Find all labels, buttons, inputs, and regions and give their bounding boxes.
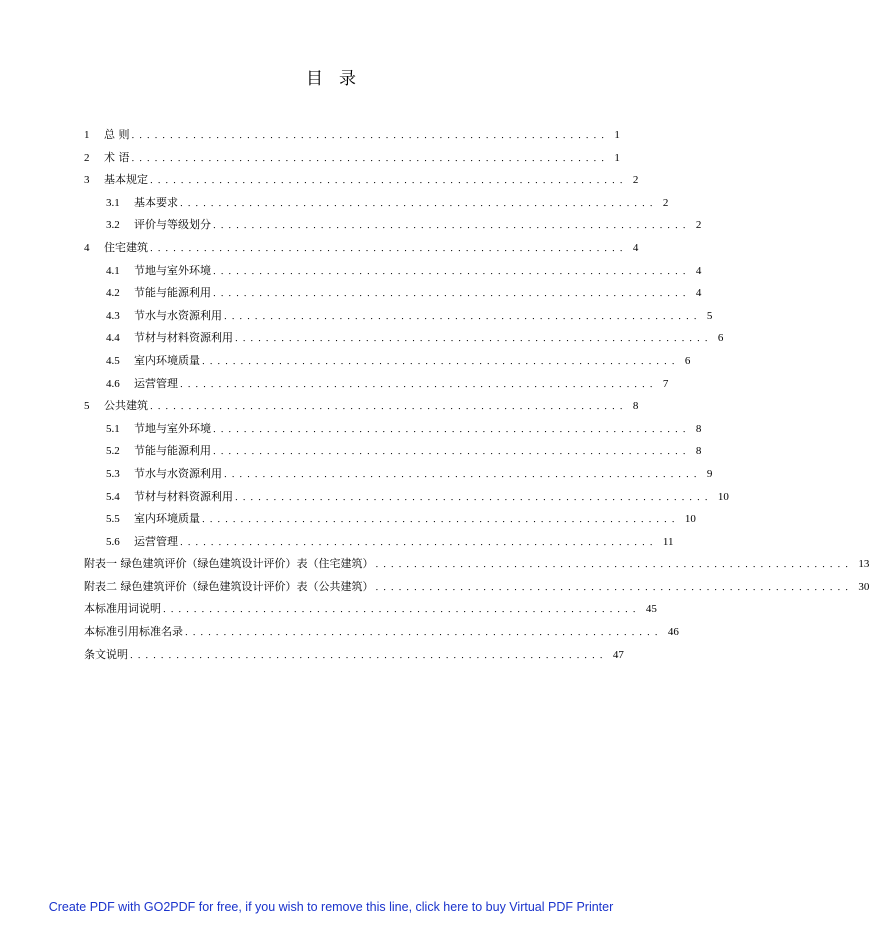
toc-entry[interactable] (84, 149, 620, 172)
toc-entry[interactable] (84, 623, 679, 646)
toc-entry[interactable] (84, 600, 657, 623)
toc-entry-page-number: 11 (662, 535, 674, 548)
toc-entry-page-number: 46 (667, 626, 679, 639)
toc-entry-number: 5.6 (106, 535, 120, 548)
toc-entry-number: 4.2 (106, 287, 120, 300)
toc-entry[interactable] (84, 284, 702, 307)
toc-entry[interactable] (84, 194, 669, 217)
toc-entry[interactable] (84, 126, 620, 149)
toc-entry-label: 节材与材料资源利用 (134, 489, 233, 503)
toc-entry[interactable] (84, 397, 639, 420)
toc-leader-dots: ．．．．．．．．．．．．．．．．．．．．．．．．．．．．．．．．．．．．．．．．．．．．．．．．．．．．．．．．．．．．．． (375, 582, 858, 593)
toc-entry-label: 室内环境质量 (134, 353, 200, 367)
toc-leader-dots: ．．．．．．．．．．．．．．．．．．．．．．．．．．．．．．．．．．．．．．．．．．．．．．．．．．．．．．．．．．．．．． (185, 628, 667, 639)
toc-entry-number: 4.6 (106, 377, 120, 390)
toc-entry-number: 3.2 (106, 219, 120, 232)
toc-leader-dots: ．．．．．．．．．．．．．．．．．．．．．．．．．．．．．．．．．．．．．．．．．．．．．．．．．．．．．．．．．．．．．． (224, 469, 706, 480)
toc-entry-page-number: 10 (717, 490, 729, 503)
toc-entry[interactable] (84, 375, 669, 398)
toc-entry-label: 节水与水资源利用 (134, 308, 222, 322)
toc-entry-label: 基本规定 (104, 173, 148, 187)
toc-entry-page-number: 10 (684, 513, 696, 526)
toc-entry-label: 附表一 绿色建筑评价（绿色建筑设计评价）表（住宅建筑） (84, 557, 374, 571)
toc-entry-page-number: 5 (706, 309, 713, 322)
toc-entry-number: 4.5 (106, 354, 120, 367)
toc-entry-label: 基本要求 (134, 195, 178, 209)
toc-entry-label: 运营管理 (134, 534, 178, 548)
toc-leader-dots: ．．．．．．．．．．．．．．．．．．．．．．．．．．．．．．．．．．．．．．．．．．．．．．．．．．．．．．．．．．．．．． (150, 243, 632, 254)
toc-entry-number: 1 (84, 129, 90, 141)
toc-entry-number: 5.3 (106, 467, 120, 480)
toc-entry[interactable] (84, 465, 713, 488)
toc-entry-page-number: 2 (632, 174, 639, 187)
title-part-1: 目 (306, 69, 323, 89)
toc-leader-dots: ．．．．．．．．．．．．．．．．．．．．．．．．．．．．．．．．．．．．．．．．．．．．．．．．．．．．．．．．．．．．．． (213, 447, 695, 458)
toc-leader-dots: ．．．．．．．．．．．．．．．．．．．．．．．．．．．．．．．．．．．．．．．．．．．．．．．．．．．．．．．．．．．．．． (235, 334, 717, 345)
toc-leader-dots: ．．．．．．．．．．．．．．．．．．．．．．．．．．．．．．．．．．．．．．．．．．．．．．．．．．．．．．．．．．．．．． (213, 424, 695, 435)
toc-entry-label: 附表二 绿色建筑评价（绿色建筑设计评价）表（公共建筑） (84, 579, 374, 593)
toc-entry-number: 2 (84, 151, 90, 164)
toc-entry-page-number: 2 (695, 219, 702, 232)
page-title (0, 64, 662, 89)
toc-entry-number: 5 (84, 400, 90, 413)
toc-entry-number: 5.2 (106, 445, 120, 458)
toc-leader-dots: ．．．．．．．．．．．．．．．．．．．．．．．．．．．．．．．．．．．．．．．．．．．．．．．．．．．．．．．．．．．．．． (180, 198, 662, 209)
toc-entry-label: 评价与等级划分 (134, 218, 211, 232)
toc-entry[interactable] (84, 329, 724, 352)
toc-entry-page-number: 13 (858, 558, 869, 571)
toc-entry-page-number: 47 (612, 648, 624, 661)
toc-leader-dots: ．．．．．．．．．．．．．．．．．．．．．．．．．．．．．．．．．．．．．．．．．．．．．．．．．．．．．．．．．．．．．． (180, 537, 662, 548)
toc-entry-label: 本标准用词说明 (84, 602, 161, 616)
toc-leader-dots: ．．．．．．．．．．．．．．．．．．．．．．．．．．．．．．．．．．．．．．．．．．．．．．．．．．．．．．．．．．．．．． (130, 650, 612, 661)
toc-entry-page-number: 4 (695, 264, 702, 277)
toc-entry-page-number: 2 (662, 196, 669, 209)
toc-entry-page-number: 4 (632, 241, 639, 254)
toc-entry[interactable] (84, 216, 702, 239)
toc-entry[interactable] (84, 352, 691, 375)
toc-entry[interactable] (84, 488, 729, 511)
toc-leader-dots: ．．．．．．．．．．．．．．．．．．．．．．．．．．．．．．．．．．．．．．．．．．．．．．．．．．．．．．．．．．．．．． (213, 221, 695, 232)
toc-entry-label: 公共建筑 (104, 399, 148, 413)
toc-leader-dots: ．．．．．．．．．．．．．．．．．．．．．．．．．．．．．．．．．．．．．．．．．．．．．．．．．．．．．．．．．．．．．． (150, 176, 632, 187)
toc-entry-page-number: 8 (632, 400, 639, 413)
toc-entry-label: 节地与室外环境 (134, 263, 211, 277)
toc-entry-number: 4.1 (106, 264, 120, 277)
toc-entry-number: 3.1 (106, 196, 120, 209)
toc-entry-label: 节能与能源利用 (134, 444, 211, 458)
toc-entry-number: 4.4 (106, 332, 120, 345)
toc-entry-number: 5.4 (106, 490, 120, 503)
toc-leader-dots: ．．．．．．．．．．．．．．．．．．．．．．．．．．．．．．．．．．．．．．．．．．．．．．．．．．．．．．．．．．．．．． (213, 266, 695, 277)
toc-entry-page-number: 9 (706, 467, 713, 480)
toc-leader-dots: ．．．．．．．．．．．．．．．．．．．．．．．．．．．．．．．．．．．．．．．．．．．．．．．．．．．．．．．．．．．．．． (375, 560, 858, 571)
toc-entry-number: 3 (84, 174, 90, 187)
toc-entry[interactable] (84, 510, 696, 533)
toc-entry[interactable] (84, 239, 639, 262)
toc-leader-dots: ．．．．．．．．．．．．．．．．．．．．．．．．．．．．．．．．．．．．．．．．．．．．．．．．．．．．．．．．．．．．．． (224, 311, 706, 322)
toc-entry-label: 术 语 (104, 150, 130, 164)
toc-entry-page-number: 1 (614, 129, 620, 141)
toc-entry-page-number: 1 (614, 151, 620, 164)
toc-entry-label: 室内环境质量 (134, 512, 200, 526)
toc-entry-page-number: 4 (695, 287, 702, 300)
toc-entry-number: 4.3 (106, 309, 120, 322)
toc-entry-page-number: 8 (695, 422, 702, 435)
toc-entry-label: 住宅建筑 (104, 240, 148, 254)
toc-entry-label: 运营管理 (134, 376, 178, 390)
toc-leader-dots: ．．．．．．．．．．．．．．．．．．．．．．．．．．．．．．．．．．．．．．．．．．．．．．．．．．．．．．．．．．．．．． (131, 153, 614, 164)
toc-entry-label: 节地与室外环境 (134, 421, 211, 435)
title-part-2: 录 (339, 69, 356, 89)
toc-entry-number: 4 (84, 241, 90, 254)
toc-leader-dots: ．．．．．．．．．．．．．．．．．．．．．．．．．．．．．．．．．．．．．．．．．．．．．．．．．．．．．．．．．．．．．． (163, 605, 645, 616)
toc-entry-label: 条文说明 (84, 647, 128, 661)
toc-entry-page-number: 6 (717, 332, 724, 345)
toc-entry[interactable] (84, 555, 869, 578)
toc-leader-dots: ．．．．．．．．．．．．．．．．．．．．．．．．．．．．．．．．．．．．．．．．．．．．．．．．．．．．．．．．．．．．．． (213, 289, 695, 300)
table-of-contents (84, 126, 869, 668)
toc-entry-label: 节能与能源利用 (134, 286, 211, 300)
toc-entry[interactable] (84, 533, 674, 556)
toc-entry[interactable] (84, 442, 702, 465)
toc-entry-label: 总 则 (104, 128, 130, 141)
toc-entry[interactable] (84, 171, 639, 194)
toc-entry-page-number: 30 (858, 580, 869, 593)
toc-entry-number: 5.1 (106, 422, 120, 435)
toc-entry[interactable] (84, 578, 869, 601)
toc-entry-page-number: 8 (695, 445, 702, 458)
toc-leader-dots: ．．．．．．．．．．．．．．．．．．．．．．．．．．．．．．．．．．．．．．．．．．．．．．．．．．．．．．．．．．．．．． (131, 131, 614, 141)
toc-entry-label: 节材与材料资源利用 (134, 331, 233, 345)
toc-entry[interactable] (84, 262, 702, 285)
toc-leader-dots: ．．．．．．．．．．．．．．．．．．．．．．．．．．．．．．．．．．．．．．．．．．．．．．．．．．．．．．．．．．．．．． (150, 402, 632, 413)
toc-entry-label: 本标准引用标准名录 (84, 625, 183, 639)
toc-entry[interactable] (84, 646, 624, 669)
toc-leader-dots: ．．．．．．．．．．．．．．．．．．．．．．．．．．．．．．．．．．．．．．．．．．．．．．．．．．．．．．．．．．．．．． (202, 515, 684, 526)
pdf-footer-link[interactable]: Create PDF with GO2PDF for free, if you wish to remove this line, click here to buy Virtual PDF Printer (48, 900, 614, 914)
toc-entry-label: 节水与水资源利用 (134, 466, 222, 480)
toc-leader-dots: ．．．．．．．．．．．．．．．．．．．．．．．．．．．．．．．．．．．．．．．．．．．．．．．．．．．．．．．．．．．．．． (202, 356, 684, 367)
toc-entry[interactable] (84, 420, 702, 443)
toc-entry-page-number: 45 (645, 603, 657, 616)
toc-entry-page-number: 6 (684, 354, 691, 367)
toc-entry-number: 5.5 (106, 513, 120, 526)
toc-leader-dots: ．．．．．．．．．．．．．．．．．．．．．．．．．．．．．．．．．．．．．．．．．．．．．．．．．．．．．．．．．．．．．． (235, 492, 717, 503)
toc-leader-dots: ．．．．．．．．．．．．．．．．．．．．．．．．．．．．．．．．．．．．．．．．．．．．．．．．．．．．．．．．．．．．．． (180, 379, 662, 390)
toc-entry[interactable] (84, 307, 713, 330)
toc-entry-page-number: 7 (662, 377, 669, 390)
